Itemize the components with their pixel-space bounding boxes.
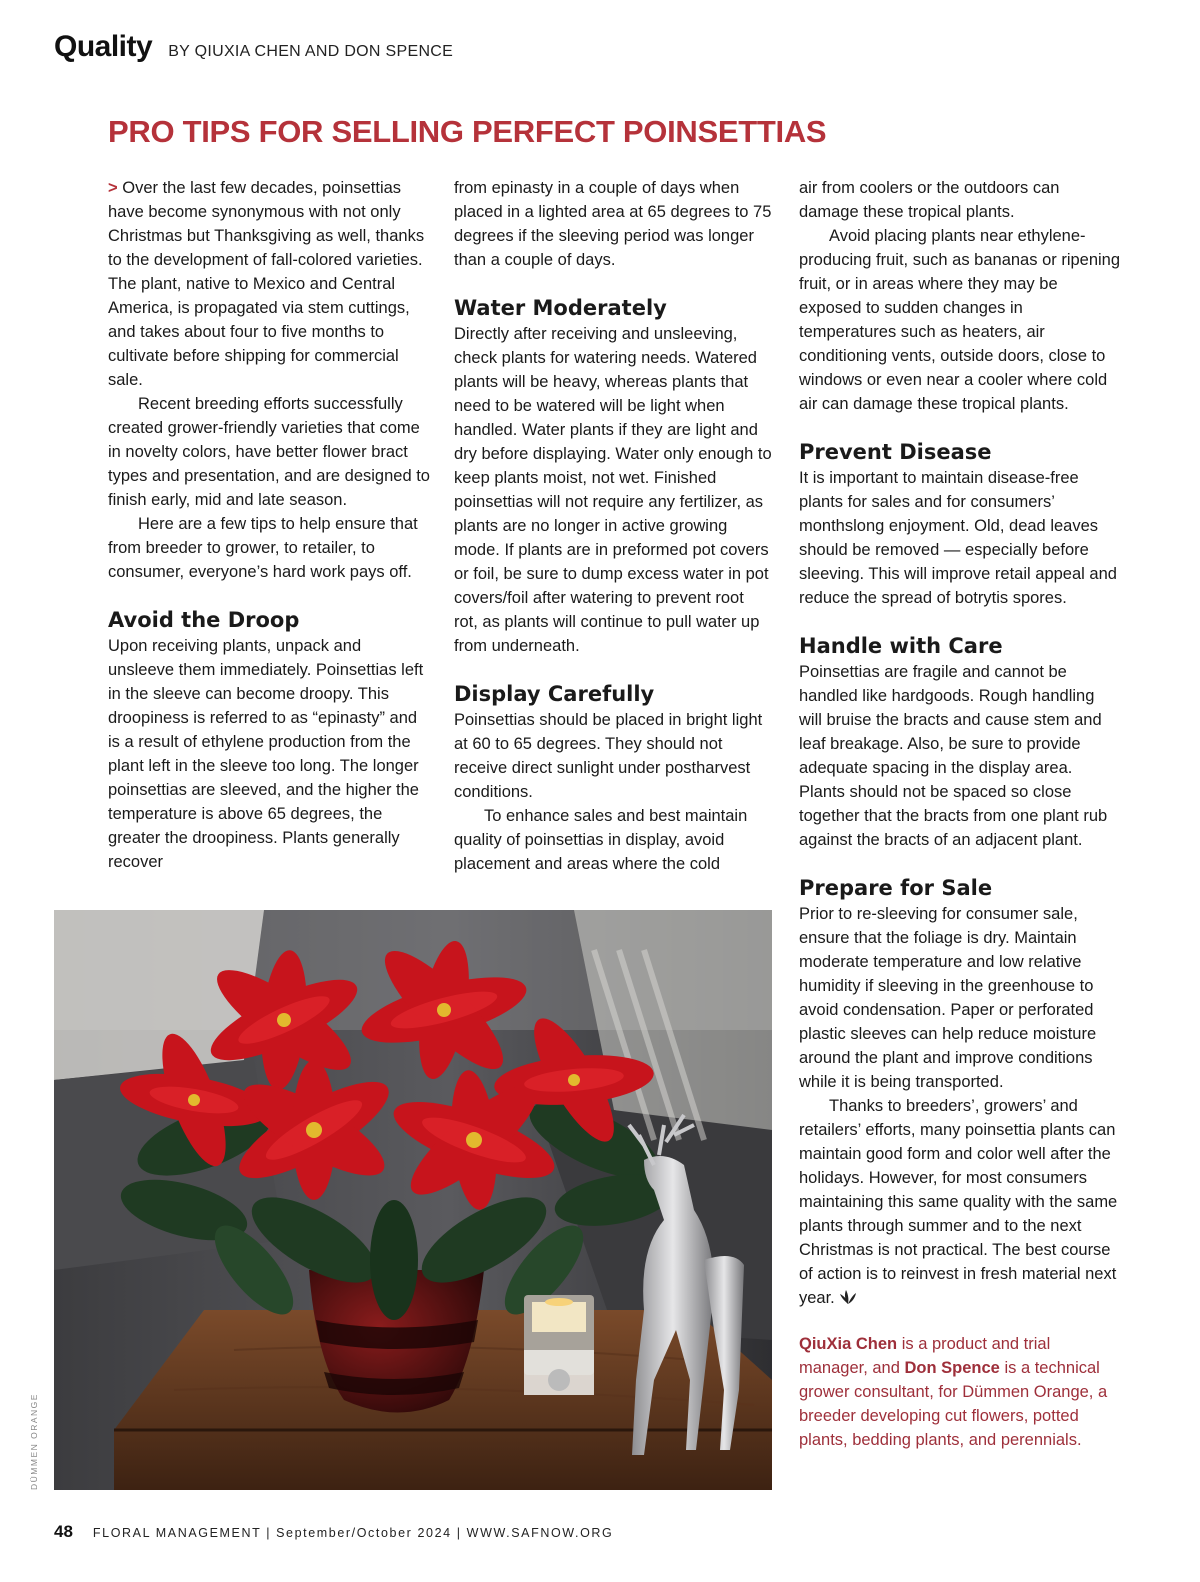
page-header [54,30,453,70]
paragraph: Here are a few tips to help ensure that from breeder to grower, to retailer, to consumer, everyone’s hard work pays off. [108,515,418,581]
footer-text: FLORAL MANAGEMENT | September/October 2024 | WWW.SAFNOW.ORG [92,1526,614,1540]
paragraph: Poinsettias are fragile and cannot be handled like hardgoods. Rough handling will bruise the bracts and cause stem and leaf breakage. Also, be sure to provide adequate spacing in the display area. Plants should not be spaced so close together that the bracts from one plant rub against the bracts of an adjacent plant. [799,663,1108,849]
bio-text: is a product and trial manager, and [799,1335,1051,1377]
candle-holder [524,1295,594,1395]
article-headline: PRO TIPS FOR SELLING PERFECT POINSETTIAS [108,114,827,149]
subhead-prepare-for-sale: Prepare for Sale [799,876,993,900]
subhead-display-carefully: Display Carefully [454,682,655,706]
text-column-2 [454,176,772,876]
paragraph: To enhance sales and best maintain quality of poinsettias in display, avoid placement and areas where the cold [454,807,748,873]
subhead-prevent-disease: Prevent Disease [799,440,992,464]
page-number: 48 [54,1522,73,1541]
section-label: Quality [54,30,153,63]
paragraph: Prior to re-sleeving for consumer sale, ensure that the foliage is dry. Maintain moderate temperature and low relative humidity if sleeving in the greenhouse to avoid condensation. Paper or perforated plastic sleeves can help reduce moisture around the plant and improve conditions while it is being transported. [799,905,1097,1091]
photo-credit: DÜMMEN ORANGE [29,1393,39,1490]
page-footer [54,1522,613,1542]
author-bio [799,1332,1121,1452]
closing-paragraph [799,1094,1121,1310]
paragraph: It is important to maintain disease-free plants for sales and for consumers’ monthslong enjoyment. Old, dead leaves should be removed — especially before sleeving. This will improve retail appeal and reduce the spread of botrytis spores. [799,469,1117,607]
paragraph: Recent breeding efforts successfully created grower-friendly varieties that come in novelty colors, have better flower bract types and presentation, and are designed to finish early, mid and late season. [108,395,430,509]
text-column-1 [108,176,430,874]
author-name-1: QiuXia Chen [799,1335,898,1353]
intro-paragraph [108,176,430,392]
text-column-3 [799,176,1121,1452]
bio-text: is a technical grower consultant, for Dümmen Orange, a breeder developing cut flowers, potted plants, bedding plants, and perennials. [799,1359,1108,1449]
paragraph: from epinasty in a couple of days when placed in a lighted area at 65 degrees to 75 degrees if the sleeving period was longer than a couple of days. [454,179,772,269]
paragraph: Directly after receiving and unsleeving, check plants for watering needs. Watered plants will be heavy, whereas plants that need to be watered will be light when handled. Water plants if they are light and dry before displaying. Water only enough to keep plants moist, not wet. Finished poinsettias will not require any fertilizer, as plants are no longer in active growing mode. If plants are in preformed pot covers or foil, be sure to dump excess water in pot covers/foil after watering to prevent root rot, as plants will continue to pull water up from underneath. [454,325,772,655]
flower-end-mark-icon [839,1289,857,1305]
subhead-avoid-droop: Avoid the Droop [108,608,300,632]
author-name-2: Don Spence [904,1359,1000,1377]
paragraph: Upon receiving plants, unpack and unsleeve them immediately. Poinsettias left in the sleeve can become droopy. This droopiness is referred to as “epinasty” and is a result of ethylene production from the plant left in the sleeve too long. The longer poinsettias are sleeved, and the higher the temperature is above 65 degrees, the greater the droopiness. Plants generally recover [108,637,424,871]
paragraph: Poinsettias should be placed in bright light at 60 to 65 degrees. They should not receive direct sunlight under postharvest conditions. [454,711,763,801]
intro-marker-icon: > [108,179,118,197]
paragraph: Avoid placing plants near ethylene-producing fruit, such as bananas or ripening fruit, or in areas where they may be exposed to sudden changes in temperatures such as heaters, air conditioning vents, outside doors, close to windows or even near a cooler where cold air can damage these tropical plants. [799,227,1121,413]
subhead-water-moderately: Water Moderately [454,296,667,320]
poinsettia-photo [54,910,772,1490]
intro-text: Over the last few decades, poinsettias have become synonymous with not only Christmas but Thanksgiving as well, thanks to the development of fall-colored varieties. The plant, native to Mexico and Central America, is propagated via stem cuttings, and takes about four to five months to cultivate before shipping for commercial sale. [108,179,425,389]
byline: BY QIUXIA CHEN AND DON SPENCE [168,43,454,60]
closing-text: Thanks to breeders’, growers’ and retailers’ efforts, many poinsettia plants can maintain good form and color well after the holidays. However, for most consumers maintaining this same quality with the same plants through summer and to the next Christmas is not practical. The best course of action is to reinvest in fresh material next year. [799,1097,1118,1307]
subhead-handle-with-care: Handle with Care [799,634,1003,658]
paragraph: air from coolers or the outdoors can damage these tropical plants. [799,179,1060,221]
